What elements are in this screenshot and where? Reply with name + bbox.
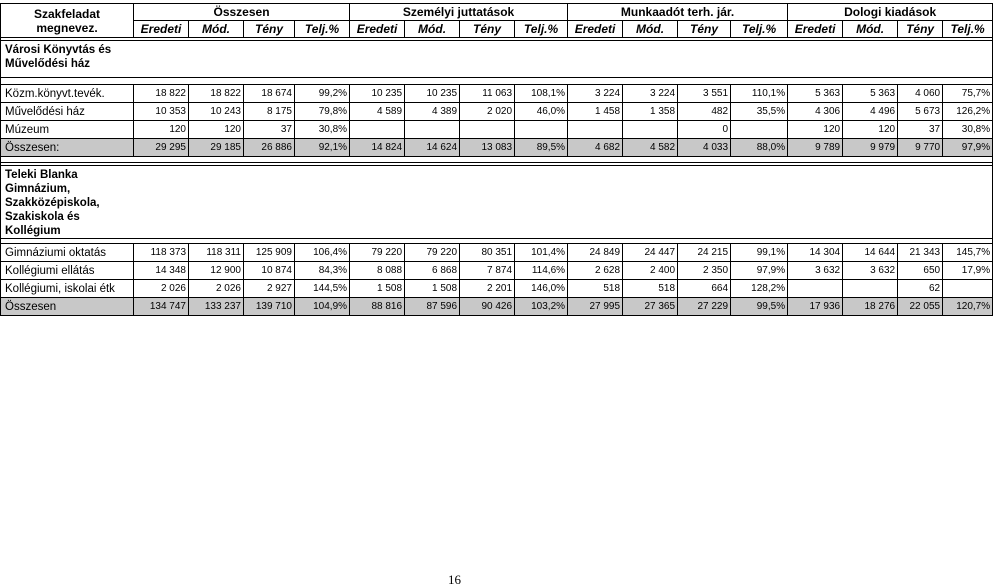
budget-table — [0, 3, 993, 316]
cell-value: 4 389 — [405, 103, 460, 121]
cell-value: 139 710 — [244, 298, 295, 316]
cell-value — [788, 280, 843, 298]
total-row — [1, 298, 993, 316]
cell-value: 9 789 — [788, 139, 843, 157]
cell-value — [623, 121, 678, 139]
total-row — [1, 139, 993, 157]
cell-value: 4 589 — [350, 103, 405, 121]
column-header-3-1: Mód. — [843, 21, 898, 38]
row-label: Múzeum — [1, 121, 134, 139]
cell-value: 13 083 — [460, 139, 515, 157]
cell-value: 120 — [788, 121, 843, 139]
cell-value: 106,4% — [295, 244, 350, 262]
cell-value: 110,1% — [731, 85, 788, 103]
cell-value: 62 — [898, 280, 943, 298]
row-label: Művelődési ház — [1, 103, 134, 121]
column-header-1-2: Tény — [460, 21, 515, 38]
cell-value: 2 020 — [460, 103, 515, 121]
cell-value: 3 551 — [678, 85, 731, 103]
cell-value: 30,8% — [295, 121, 350, 139]
cell-value: 27 995 — [568, 298, 623, 316]
cell-value: 18 674 — [244, 85, 295, 103]
cell-value: 84,3% — [295, 262, 350, 280]
cell-value: 146,0% — [515, 280, 568, 298]
column-header-3-0: Eredeti — [788, 21, 843, 38]
column-header-2-0: Eredeti — [568, 21, 623, 38]
cell-value: 5 363 — [843, 85, 898, 103]
cell-value: 8 175 — [244, 103, 295, 121]
cell-value: 2 400 — [623, 262, 678, 280]
table-row — [1, 280, 993, 298]
cell-value — [405, 121, 460, 139]
cell-value: 99,5% — [731, 298, 788, 316]
cell-value: 5 363 — [788, 85, 843, 103]
cell-value: 3 632 — [843, 262, 898, 280]
cell-value: 4 033 — [678, 139, 731, 157]
page-number: 16 — [448, 572, 461, 587]
cell-value: 27 365 — [623, 298, 678, 316]
cell-value: 104,9% — [295, 298, 350, 316]
cell-value: 10 353 — [134, 103, 189, 121]
cell-value: 10 243 — [189, 103, 244, 121]
cell-value: 1 508 — [350, 280, 405, 298]
cell-value: 145,7% — [943, 244, 993, 262]
cell-value: 87 596 — [405, 298, 460, 316]
cell-value: 4 060 — [898, 85, 943, 103]
cell-value: 518 — [568, 280, 623, 298]
cell-value: 14 624 — [405, 139, 460, 157]
group-header-dologi: Dologi kiadások — [788, 4, 993, 21]
cell-value: 11 063 — [460, 85, 515, 103]
header-sub-row — [1, 21, 993, 38]
section-title: Városi Könyvtás és Művelődési ház — [1, 41, 134, 78]
column-header-3-2: Tény — [898, 21, 943, 38]
cell-value: 3 632 — [788, 262, 843, 280]
cell-value: 518 — [623, 280, 678, 298]
cell-value: 9 979 — [843, 139, 898, 157]
cell-value: 99,2% — [295, 85, 350, 103]
cell-value: 14 348 — [134, 262, 189, 280]
spacer-row — [1, 78, 993, 85]
column-header-3-3: Telj.% — [943, 21, 993, 38]
section-title-row — [1, 166, 993, 239]
row-label: Kollégiumi, iskolai étk — [1, 280, 134, 298]
cell-value: 4 682 — [568, 139, 623, 157]
cell-value: 30,8% — [943, 121, 993, 139]
cell-value: 18 822 — [134, 85, 189, 103]
row-label: Összesen: — [1, 139, 134, 157]
cell-value: 97,9% — [731, 262, 788, 280]
cell-value: 89,5% — [515, 139, 568, 157]
cell-value: 4 496 — [843, 103, 898, 121]
cell-value: 97,9% — [943, 139, 993, 157]
cell-value: 99,1% — [731, 244, 788, 262]
cell-value — [515, 121, 568, 139]
cell-value: 79,8% — [295, 103, 350, 121]
cell-value: 4 306 — [788, 103, 843, 121]
cell-value: 1 358 — [623, 103, 678, 121]
cell-value: 482 — [678, 103, 731, 121]
row-label: Összesen — [1, 298, 134, 316]
column-header-1-1: Mód. — [405, 21, 460, 38]
cell-value: 2 026 — [134, 280, 189, 298]
table-row — [1, 262, 993, 280]
cell-value: 3 224 — [623, 85, 678, 103]
cell-value: 120 — [134, 121, 189, 139]
cell-value: 1 508 — [405, 280, 460, 298]
cell-value: 4 582 — [623, 139, 678, 157]
table-row — [1, 85, 993, 103]
cell-value: 10 235 — [350, 85, 405, 103]
cell-value: 120 — [843, 121, 898, 139]
cell-value: 8 088 — [350, 262, 405, 280]
column-header-2-2: Tény — [678, 21, 731, 38]
cell-value: 103,2% — [515, 298, 568, 316]
column-header-1-0: Eredeti — [350, 21, 405, 38]
cell-value: 90 426 — [460, 298, 515, 316]
column-header-0-0: Eredeti — [134, 21, 189, 38]
cell-value: 21 343 — [898, 244, 943, 262]
cell-value — [350, 121, 405, 139]
cell-value: 664 — [678, 280, 731, 298]
cell-value: 24 849 — [568, 244, 623, 262]
cell-value: 114,6% — [515, 262, 568, 280]
cell-value: 29 295 — [134, 139, 189, 157]
table-row — [1, 121, 993, 139]
cell-value: 10 235 — [405, 85, 460, 103]
cell-value — [460, 121, 515, 139]
cell-value: 80 351 — [460, 244, 515, 262]
cell-value — [943, 280, 993, 298]
cell-value: 5 673 — [898, 103, 943, 121]
column-header-0-3: Telj.% — [295, 21, 350, 38]
cell-value: 79 220 — [405, 244, 460, 262]
cell-value: 6 868 — [405, 262, 460, 280]
column-header-2-1: Mód. — [623, 21, 678, 38]
table-row — [1, 244, 993, 262]
cell-value: 29 185 — [189, 139, 244, 157]
column-header-0-1: Mód. — [189, 21, 244, 38]
cell-value: 2 350 — [678, 262, 731, 280]
cell-value: 75,7% — [943, 85, 993, 103]
cell-value: 118 311 — [189, 244, 244, 262]
cell-value: 2 201 — [460, 280, 515, 298]
cell-value: 10 874 — [244, 262, 295, 280]
cell-value: 14 304 — [788, 244, 843, 262]
cell-value: 120 — [189, 121, 244, 139]
cell-value: 14 644 — [843, 244, 898, 262]
group-header-szemelyi: Személyi juttatások — [350, 4, 568, 21]
table-body — [1, 4, 993, 316]
cell-value — [731, 121, 788, 139]
cell-value: 134 747 — [134, 298, 189, 316]
cell-value: 0 — [678, 121, 731, 139]
cell-value: 18 822 — [189, 85, 244, 103]
cell-value: 144,5% — [295, 280, 350, 298]
cell-value: 2 927 — [244, 280, 295, 298]
column-header-0-2: Tény — [244, 21, 295, 38]
cell-value: 2 026 — [189, 280, 244, 298]
cell-value: 18 276 — [843, 298, 898, 316]
cell-value: 92,1% — [295, 139, 350, 157]
cell-value: 37 — [244, 121, 295, 139]
cell-value: 79 220 — [350, 244, 405, 262]
row-label: Gimnáziumi oktatás — [1, 244, 134, 262]
section-title-row — [1, 41, 993, 78]
cell-value — [568, 121, 623, 139]
cell-value: 17 936 — [788, 298, 843, 316]
cell-value: 24 447 — [623, 244, 678, 262]
cell-value: 9 770 — [898, 139, 943, 157]
cell-value: 118 373 — [134, 244, 189, 262]
group-header-munkaado: Munkaadót terh. jár. — [568, 4, 788, 21]
table-row — [1, 103, 993, 121]
cell-value: 108,1% — [515, 85, 568, 103]
cell-value: 120,7% — [943, 298, 993, 316]
cell-value: 14 824 — [350, 139, 405, 157]
row-label: Közm.könyvt.tevék. — [1, 85, 134, 103]
cell-value: 125 909 — [244, 244, 295, 262]
cell-value: 37 — [898, 121, 943, 139]
cell-value: 3 224 — [568, 85, 623, 103]
column-header-2-3: Telj.% — [731, 21, 788, 38]
cell-value: 7 874 — [460, 262, 515, 280]
cell-value: 2 628 — [568, 262, 623, 280]
cell-value: 1 458 — [568, 103, 623, 121]
cell-value: 101,4% — [515, 244, 568, 262]
cell-value: 35,5% — [731, 103, 788, 121]
cell-value: 27 229 — [678, 298, 731, 316]
section-title: Teleki Blanka Gimnázium, Szakközépiskola, Szakiskola és Kollégium — [1, 166, 134, 239]
cell-value: 650 — [898, 262, 943, 280]
cell-value: 133 237 — [189, 298, 244, 316]
cell-value: 46,0% — [515, 103, 568, 121]
cell-value: 17,9% — [943, 262, 993, 280]
cell-value: 12 900 — [189, 262, 244, 280]
cell-value: 126,2% — [943, 103, 993, 121]
cell-value: 88 816 — [350, 298, 405, 316]
cell-value: 128,2% — [731, 280, 788, 298]
group-header-osszesen: Összesen — [134, 4, 350, 21]
column-header-1-3: Telj.% — [515, 21, 568, 38]
cell-value: 88,0% — [731, 139, 788, 157]
header-group-row — [1, 4, 993, 21]
column-header-szakfeladat: Szakfeladat megnevez. — [1, 4, 134, 38]
cell-value — [843, 280, 898, 298]
cell-value: 22 055 — [898, 298, 943, 316]
cell-value: 26 886 — [244, 139, 295, 157]
row-label: Kollégiumi ellátás — [1, 262, 134, 280]
cell-value: 24 215 — [678, 244, 731, 262]
